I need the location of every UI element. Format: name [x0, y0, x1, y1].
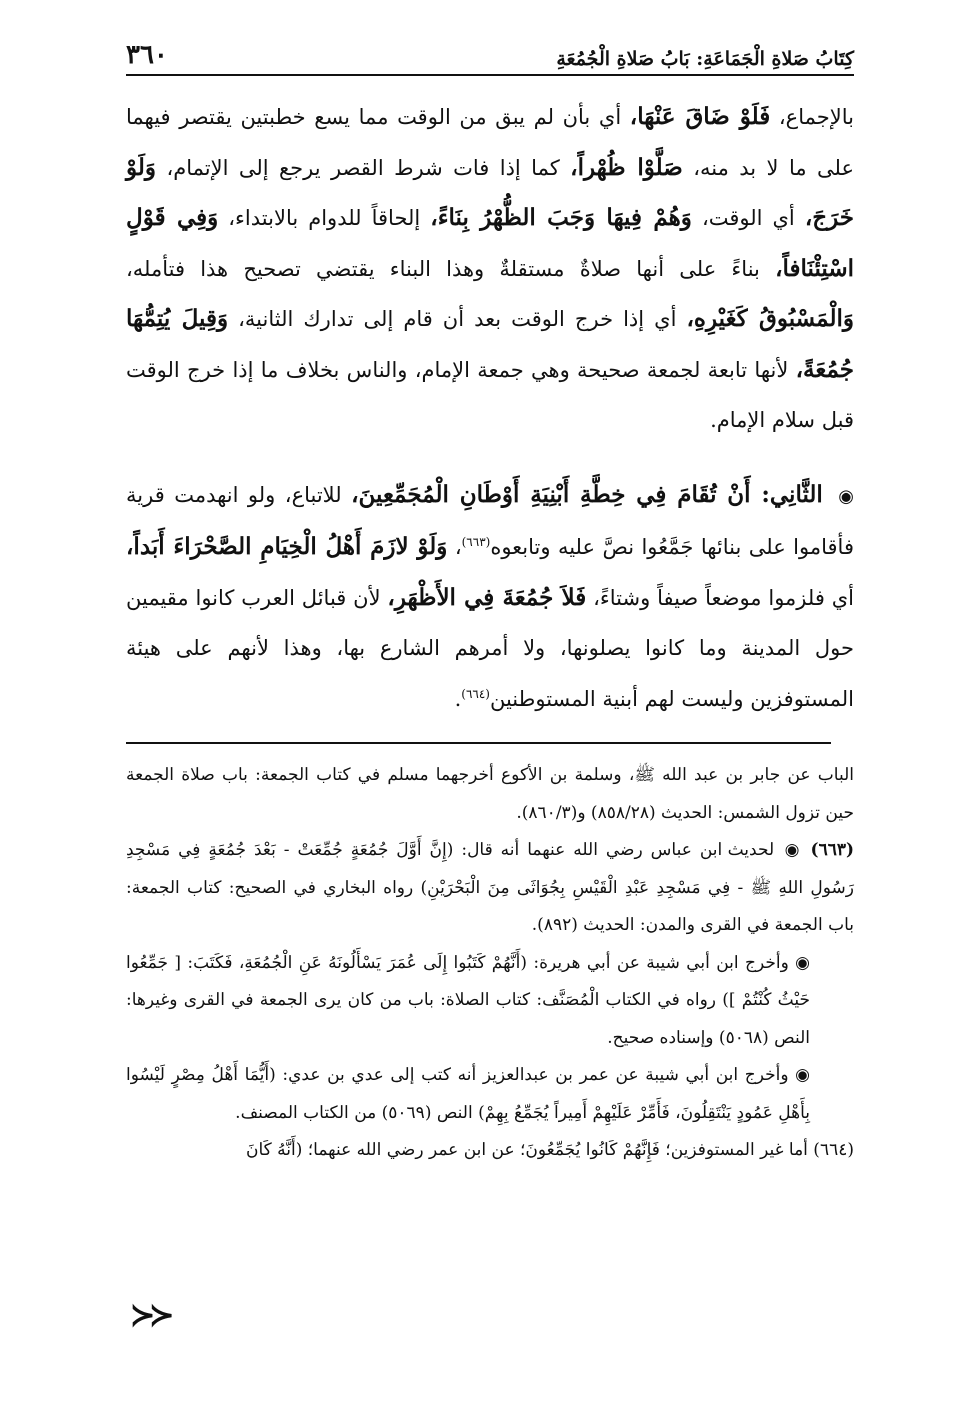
footnote-ref[interactable]: (٦٦٤) [461, 686, 490, 701]
continue-arrow-icon: ≺≺ [130, 1298, 169, 1333]
footnote-664: (٦٦٤) أما غير المستوفزين؛ فَإِنَّهُمْ كَانُوا يُجَمِّعُونَ؛ عن ابن عمر رضي الله عنهما؛ (أَنَّهُ كَانَ [245, 1140, 854, 1160]
paragraph-1 [126, 92, 854, 446]
footnote-separator [126, 742, 831, 744]
page-header [126, 30, 854, 76]
footnote-item: ◉ وأخرج ابن أبي شيبة عن أبي هريرة: (أَنَّهُمْ كَتَبُوا إِلَى عُمَرَ يَسْأَلُونَهُ عَنِ الْجُمُعَةِ، فَكَتَبَ: [ جَمِّعُوا حَيْثُ كُنْتُمْ ]) رواه في الكتاب الْمُصَنَّف: كتاب الصلاة: باب من كان يرى الجمعة في القرى وغيرها: النص (٥٠٦٨) وإسناده صحيح. [126, 952, 810, 1048]
text-segment: لأن قبائل العرب كانوا مقيمين حول المدينة وما كانوا يصلونها، ولا أمرهم الشارع بها، وهذا لأنهم على هيئة المستوفزين وليست لهم أبنية المستوطنين [126, 585, 854, 711]
text-segment: بالإجماع، [778, 105, 854, 129]
text-segment: ، [454, 535, 462, 559]
matn-segment: فَلاَ جُمُعَةَ فِي الأَظْهَرِ، [387, 583, 587, 611]
text-segment: . [454, 686, 462, 711]
footnote-663 [126, 832, 854, 945]
matn-segment: وَفِي قَوْلٍ اسْتِئْنَافاً، [126, 204, 854, 282]
footnote-ref[interactable]: (٦٦٣) [461, 535, 491, 549]
matn-segment: وَالْمَسْبُوقُ كَغَيْرِهِ، [686, 305, 854, 332]
matn-segment: صَلَّوْا ظُهْراً، [570, 153, 683, 181]
matn-segment: فَلَوْ ضَاقَ عَنْهَا، [629, 103, 771, 130]
text-segment: كما إذا فات شرط القصر يرجع إلى الإتمام، [166, 155, 560, 180]
bullet-icon: ◉ [838, 485, 854, 507]
text-segment: أي إذا خرج الوقت بعد أن قام إلى تدارك الثانية، [238, 307, 677, 331]
matn-segment: وَلَوْ لازَمَ أَهْلُ الْخِيَامِ الصَّحْرَاءَ أَبَداً، [126, 533, 448, 560]
footnote-text: لحديث ابن عباس رضي الله عنهما أنه قال: (إِنَّ أَوَّلَ جُمُعَةٍ جُمِّعَتْ - بَعْدَ جُمُعَةٍ فِي مَسْجِدِ رَسُولِ اللهِ ﷺ - فِي مَسْجِدِ عَبْدِ الْقَيْسِ بِجُوَاثَى مِنَ الْبَحْرَيْنِ) رواه البخاري في الصحيح: كتاب الجمعة: باب الجمعة في القرى والمدن: الحديث (٨٩٢). [126, 840, 854, 935]
matn-segment: الثَّانِي: أَنْ تُقَامَ فِي خِطَّةِ أَبْنِيَةِ أَوْطَانِ الْمُجَمِّعِينَ، [351, 480, 823, 508]
text-segment: أي فلزموا موضعاً صيفاً وشتاءً، [593, 585, 854, 610]
text-segment: لأنها تابعة لجمعة صحيحة وهي جمعة الإمام، والناس بخلاف ما إذا خرج الوقت قبل سلام الإمام. [126, 357, 854, 432]
footnote-number: (٦٦٣) ◉ [782, 840, 855, 860]
text-segment: للاتباع، ولو انهدمت قرية فأقاموا على بنائها جَمَّعُوا نصَّ عليه وتابعوه [126, 482, 854, 559]
text-segment: إلحاقاً للدوام بالابتداء، [228, 206, 421, 230]
text-segment: أي بأن لم يبق من الوقت مما يسع خطبتين يقتصر فيهما على ما لا بد منه، [126, 105, 854, 180]
matn-segment: وَقِيلَ يُتِمُّهَا جُمُعَةً، [126, 305, 854, 383]
page-number: ٣٦٠ [126, 40, 168, 70]
text-segment: أي الوقت، [701, 206, 795, 230]
paragraph-2 [126, 470, 854, 725]
matn-segment: وَلَوْ خَرَجَ، [126, 153, 854, 231]
main-text [126, 92, 854, 724]
text-segment: بناءً على أنها صلاةٌ مستقلةٌ وهذا البناء يقتضي تصحيح هذا فتأمله، [126, 256, 760, 281]
matn-segment: وَهُمْ فِيهَا وَجَبَ الظُّهْرُ بِنَاءً، [430, 204, 692, 231]
running-title: كِتَابُ صَلاةِ الْجَمَاعَةِ: بَابُ صَلاةِ الْجُمُعَةِ [556, 48, 854, 70]
footnote-continuation: الباب عن جابر بن عبد الله ﷺ، وسلمة بن الأكوع أخرجهما مسلم في كتاب الجمعة: باب صلاة الجمعة حين تزول الشمس: الحديث (٨٥٨/٢٨) و(٨٦٠/٣). [126, 765, 854, 823]
footnote-item: ◉ وأخرج ابن أبي شيبة عن عمر بن عبدالعزيز أنه كتب إلى عدي بن عدي: (أَيُّمَا أَهْلُ مِصْرٍ لَيْسُوا بِأَهْلِ عَمُودٍ يَنْتَقِلُونَ، فَأَمِّرْ عَلَيْهِمْ أَمِيراً يُجَمِّعُ بِهِمْ) النص (٥٠٦٩) من الكتاب المصنف. [126, 1065, 810, 1123]
footnotes [126, 757, 854, 1170]
